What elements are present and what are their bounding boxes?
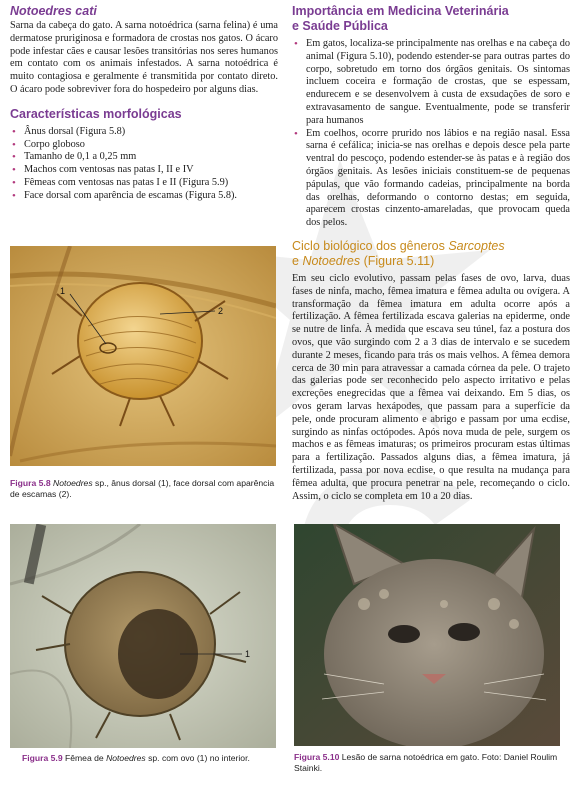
right-column	[292, 4, 570, 503]
figure-5-9-image	[10, 524, 276, 748]
cycle-title-prefix: Ciclo biológico dos gêneros	[292, 238, 449, 253]
marker-2: 2	[218, 306, 224, 316]
figure-5-8-caption	[10, 478, 278, 500]
figure-5-10-caption	[294, 752, 564, 774]
importance-title	[292, 4, 570, 34]
caption-genus: Notoedres	[52, 478, 93, 488]
left-column	[10, 4, 278, 203]
caption-text-pre: Fêmea de	[62, 753, 107, 763]
morphology-list	[10, 126, 278, 203]
list-item: • Em coelhos, ocorre prurido nos lábios e na região nasal. Essa sarna é cefálica; inicia-se nas orelhas e depois desce pela parte ventral do pescoço, podendo estender-se às patas e à região dos órgãos genitais. As lesões iniciais constituem-se de pequenas pápulas, que vão formando cadeias, principalmente na borda das orelhas, deformando o contorno destas; em seguida, aparecem crostas cinzento-amareladas, que provocam queda dos pelos.	[292, 128, 570, 230]
importance-title-line1: Importância em Medicina Veterinária	[292, 4, 509, 18]
caption-label: Figura 5.8	[10, 478, 51, 488]
figure-5-9-caption	[22, 753, 282, 764]
figure-5-8-image	[10, 246, 276, 466]
cycle-title-joiner: e	[292, 253, 303, 268]
list-item: • Machos com ventosas nas patas I, II e IV	[10, 164, 278, 177]
morphology-title: Características morfológicas	[10, 106, 182, 121]
caption-text: Lesão de sarna notoédrica em gato. Foto: Daniel Roulim Stainki.	[294, 752, 558, 773]
list-item: • Tamanho de 0,1 a 0,25 mm	[10, 151, 278, 164]
list-item: • Em gatos, localiza-se principalmente nas orelhas e na cabeça do animal (Figura 5.10), podendo estender-se para outras partes do corpo, sobretudo em torno dos órgãos genitais. Os sintomas incluem coceira e formação de crostas, que se espessam, endurecem e se desenvolvem à custa de exsudações de soro e extravasamento de sangue. Eventualmente, pode se transferir para humanos	[292, 38, 570, 128]
importance-list	[292, 38, 570, 230]
list-item: • Fêmeas com ventosas nas patas I e II (Figura 5.9)	[10, 177, 278, 190]
marker-1: 1	[245, 649, 251, 659]
cycle-title	[292, 239, 570, 269]
caption-text: sp., ânus dorsal (1), face dorsal com aparência de escamas (2).	[10, 478, 275, 499]
caption-label: Figura 5.9	[22, 753, 63, 763]
cycle-title-suffix: (Figura 5.11)	[360, 253, 435, 268]
caption-genus: Notoedres	[106, 753, 146, 763]
list-item: • Corpo globoso	[10, 139, 278, 152]
caption-text-post: sp. com ovo (1) no interior.	[145, 753, 250, 763]
list-item: • Ânus dorsal (Figura 5.8)	[10, 126, 278, 139]
intro-paragraph: Sarna da cabeça do gato. A sarna notoédrica (sarna felina) é uma dermatose pruriginosa e formadora de crostas nos gatos. O ácaro pode infestar cães e causar lesões transitórias nos seres humanos em contato com os animais infestados. A sarna notoédrica é muito contagiosa e geralmente é transmitida por contato direto. O ácaro pode sobreviver fora do hospedeiro por alguns dias.	[10, 20, 278, 95]
caption-label: Figura 5.10	[294, 752, 340, 762]
marker-1: 1	[60, 286, 66, 296]
female-mite-micrograph	[10, 524, 276, 748]
section-title-notoedres: Notoedres cati	[10, 4, 97, 18]
importance-title-line2: e Saúde Pública	[292, 19, 388, 33]
cycle-title-genus1: Sarcoptes	[448, 238, 505, 253]
cat-with-mange-photo	[294, 524, 560, 746]
cycle-title-genus2: Notoedres	[302, 253, 361, 268]
cycle-paragraph: Em seu ciclo evolutivo, passam pelas fases de ovo, larva, duas fases de ninfa, macho, fêmea imatura e fêmea adulta ou ovígera. A transformação da fêmea imatura em adulta ocorre após a fertilização. A fêmea fertilizada escava galerias na epiderme, onde se nutre de linfa. À medida que escava seu túnel, faz a postura dos ovos, que vão surgindo com 2 a 3 dias de intervalo e se sucedem durante 2 meses, ficando para trás os mais velhos. A fêmea demora cerca de 30 min para atravessar a camada córnea da pele. O trajeto das galerias pode ser reconhecido pelo aspecto irritativo e pelas excreções enegrecidas que a fêmea vai deixando. Em 5 dias, os ovos geram larvas hexápodes, que passam para a superfície da pele, onde procuram alimento e abrigo e passam por uma ecdise, surgindo as ninfas octópodes. Após nova muda de pele, surgem os machos e as fêmeas imaturas; os primeiros procuram estas últimas para a fertilização. Passados alguns dias, a fêmea imatura, já fertilizada, passa por nova ecdise, o que resulta na mudança para fêmea adulta, que procura penetrar na pele, recomeçando o ciclo. Assim, o ciclo se completa em 10 a 20 dias.	[292, 272, 570, 502]
list-item: • Face dorsal com aparência de escamas (Figura 5.8).	[10, 190, 278, 203]
figure-5-10-image	[294, 524, 560, 746]
mite-dorsal-micrograph	[10, 246, 276, 466]
